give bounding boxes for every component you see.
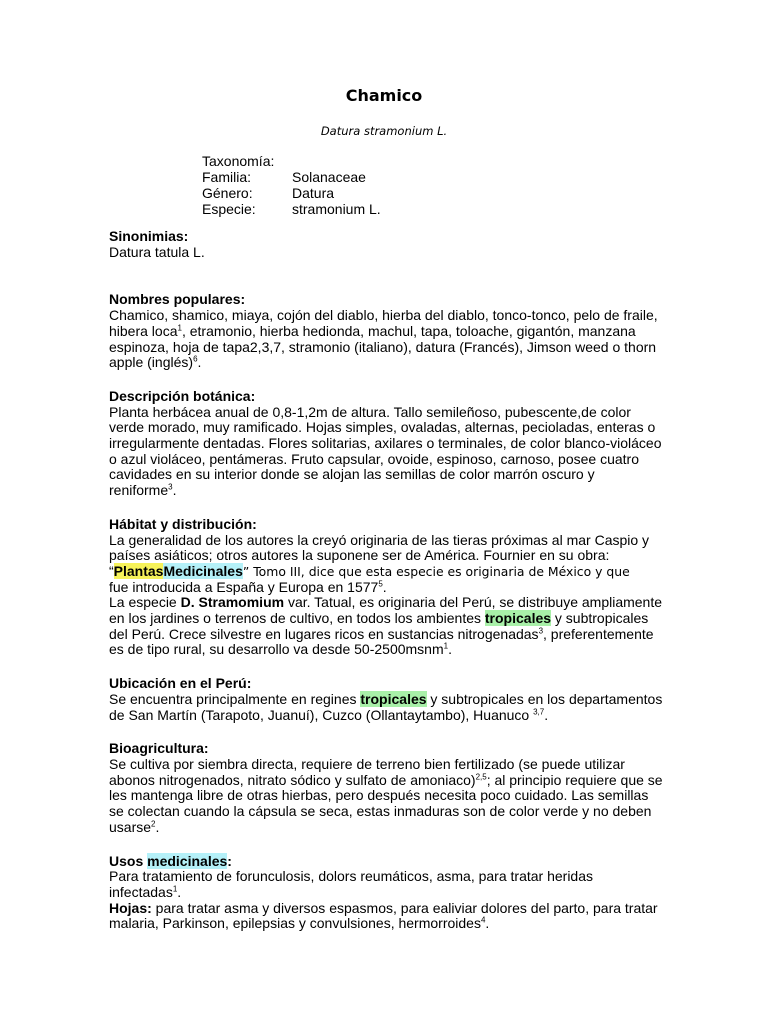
section-heading: Ubicación en el Perú:	[109, 675, 252, 692]
section-ubicacion	[109, 676, 665, 723]
taxonomy-row	[202, 185, 381, 201]
scientific-name: Datura stramonium L.	[320, 124, 448, 138]
text-run: ” Tomo III, dice que esta especie es originaria de México y que	[242, 563, 630, 579]
taxonomy-value: Datura	[292, 185, 335, 201]
section-text: Datura tatula L.	[109, 243, 205, 260]
text-run: , preferentemente es de tipo rural, su desarrollo va desde 50-2500msnm	[109, 625, 654, 658]
footnote-ref: 2	[151, 819, 156, 829]
text-run: Se cultiva por siembra directa, requiere de terreno bien fertilizado (se puede utilizar abonos nitrogenados, nitrato sódico y sulfato de amoniaco)	[109, 755, 625, 788]
footnote-ref: 3	[538, 626, 544, 636]
highlight-plantas: Plantas	[113, 562, 164, 579]
footnote-ref: 1	[172, 884, 178, 894]
taxonomy-row	[202, 169, 381, 185]
section-heading: Bioagricultura:	[109, 740, 209, 757]
taxonomy-heading: Taxonomía:	[202, 153, 275, 169]
text-run: .	[177, 883, 182, 900]
section-text	[109, 533, 665, 596]
text-run: Se encuentra principalmente en regines	[109, 690, 361, 707]
text-run: .	[155, 818, 160, 835]
footnote-ref: 1	[443, 641, 449, 651]
section-habitat	[109, 517, 665, 658]
footnote-ref: 2,5	[475, 772, 487, 782]
taxonomy-key: Familia:	[202, 169, 252, 185]
section-descripcion	[109, 389, 665, 499]
text-run: para tratar asma y diversos espasmos, para ealiviar dolores del parto, para tratar malaria, Parkinson, epilepsias y convulsiones, hermorroides	[109, 899, 658, 932]
section-usos-medicinales	[109, 854, 665, 933]
page-title: Chamico	[345, 86, 423, 105]
section-text	[109, 692, 665, 723]
highlight-tropicales: tropicales	[360, 690, 427, 707]
text-run: .	[382, 578, 387, 595]
section-text	[109, 405, 665, 499]
taxonomy-value: Solanaceae	[292, 169, 366, 185]
taxonomy-key: Género:	[202, 185, 253, 201]
section-sinonimias	[109, 229, 665, 260]
section-heading: Descripción botánica:	[109, 387, 256, 404]
text-run: .	[172, 482, 177, 499]
taxonomy-value: stramonium L.	[292, 201, 381, 217]
text-run: ; al principio requiere que se les mantenga libre de otras hierbas, pero después necesita poco cuidado. Las semillas se colectan cuando la cápsula se seca, estas inmaduras son de color verde y no deben usarse	[109, 771, 663, 835]
section-heading: Nombres populares:	[109, 291, 246, 308]
footnote-ref: 4	[480, 915, 486, 925]
text-run: La generalidad de los autores la creyó originaria de las tieras próximas al mar Caspio y países asiáticos; otros autores la suponene ser de América. Fournier en su obra: “	[109, 531, 650, 579]
bold-species: D. Stramomium	[180, 594, 285, 611]
text-run: :	[227, 852, 232, 869]
text-run: La especie	[109, 594, 181, 611]
text-run: fue introducida a España y Europa en 1577	[109, 578, 379, 595]
highlight-tropicales: tropicales	[484, 610, 552, 627]
document-body	[109, 229, 665, 950]
taxonomy-row	[202, 201, 381, 217]
section-bioagricultura	[109, 741, 665, 835]
footnote-ref: 3	[168, 482, 173, 492]
taxonomy-block	[202, 153, 381, 217]
hojas-label: Hojas:	[109, 899, 152, 916]
footnote-ref: 6	[193, 354, 198, 364]
section-text	[109, 757, 665, 836]
text-run: , etramonio, hierba hedionda, machul, tapa, toloache, gigantón, manzana espinoza, hoja de tapa2,3,7, stramonio (italiano), datura (Francés), Jimson weed o thorn apple (inglés)	[109, 322, 657, 371]
text-run: y subtropicales en los departamentos de San Martín (Tarapoto, Juanuí), Cuzco (Ollantaytambo), Huanuco	[109, 690, 663, 723]
footnote-ref: 3,7	[533, 706, 545, 716]
footnote-ref: 5	[378, 579, 383, 588]
text-run: .	[197, 354, 202, 371]
text-run: .	[448, 641, 452, 658]
highlight-medicinales: medicinales	[147, 852, 228, 869]
section-nombres-populares	[109, 292, 665, 371]
text-run: Planta herbácea anual de 0,8-1,2m de altura. Tallo semileñoso, pubescente,de color verde morado, muy ramificado. Hojas simples, ovaladas, alternas, pecioladas, enteras o irregularmente dentadas. Flores solitarias, axilares o terminales, de color blanco-violáceo o azul violáceo, pentámeras. Fruto capsular, ovoide, espinoso, carnoso, posee cuatro cavidades en su interior donde se alojan las semillas de color marrón oscuro y reniforme	[109, 403, 662, 499]
text-run: .	[485, 915, 490, 932]
taxonomy-key: Especie:	[202, 201, 256, 217]
footnote-ref: 1	[177, 323, 182, 333]
text-run: Usos	[109, 852, 148, 869]
text-run: .	[544, 706, 549, 723]
section-heading: Sinonimias:	[109, 228, 189, 244]
section-heading: Hábitat y distribución:	[109, 515, 257, 532]
section-text	[109, 308, 665, 371]
highlight-medicinales: Medicinales	[163, 562, 243, 579]
text-run: y subtropicales del Perú. Crece silvestre en lugares ricos en sustancias nitrogenadas	[109, 610, 649, 642]
section-text	[109, 869, 665, 900]
section-text	[109, 901, 665, 932]
text-run: Chamico, shamico, miaya, cojón del diablo, hierba del diablo, tonco-tonco, pelo de fraile, hibera loca	[109, 307, 658, 339]
text-run: var. Tatual, es originaria del Perú, se distribuye ampliamente en los jardines o terrenos de cultivo, en todos los ambientes	[109, 594, 663, 627]
section-heading	[109, 854, 665, 870]
text-run: Para tratamiento de forunculosis, dolors reumáticos, asma, para tratar heridas infectadas	[109, 868, 594, 900]
section-text	[109, 595, 665, 658]
